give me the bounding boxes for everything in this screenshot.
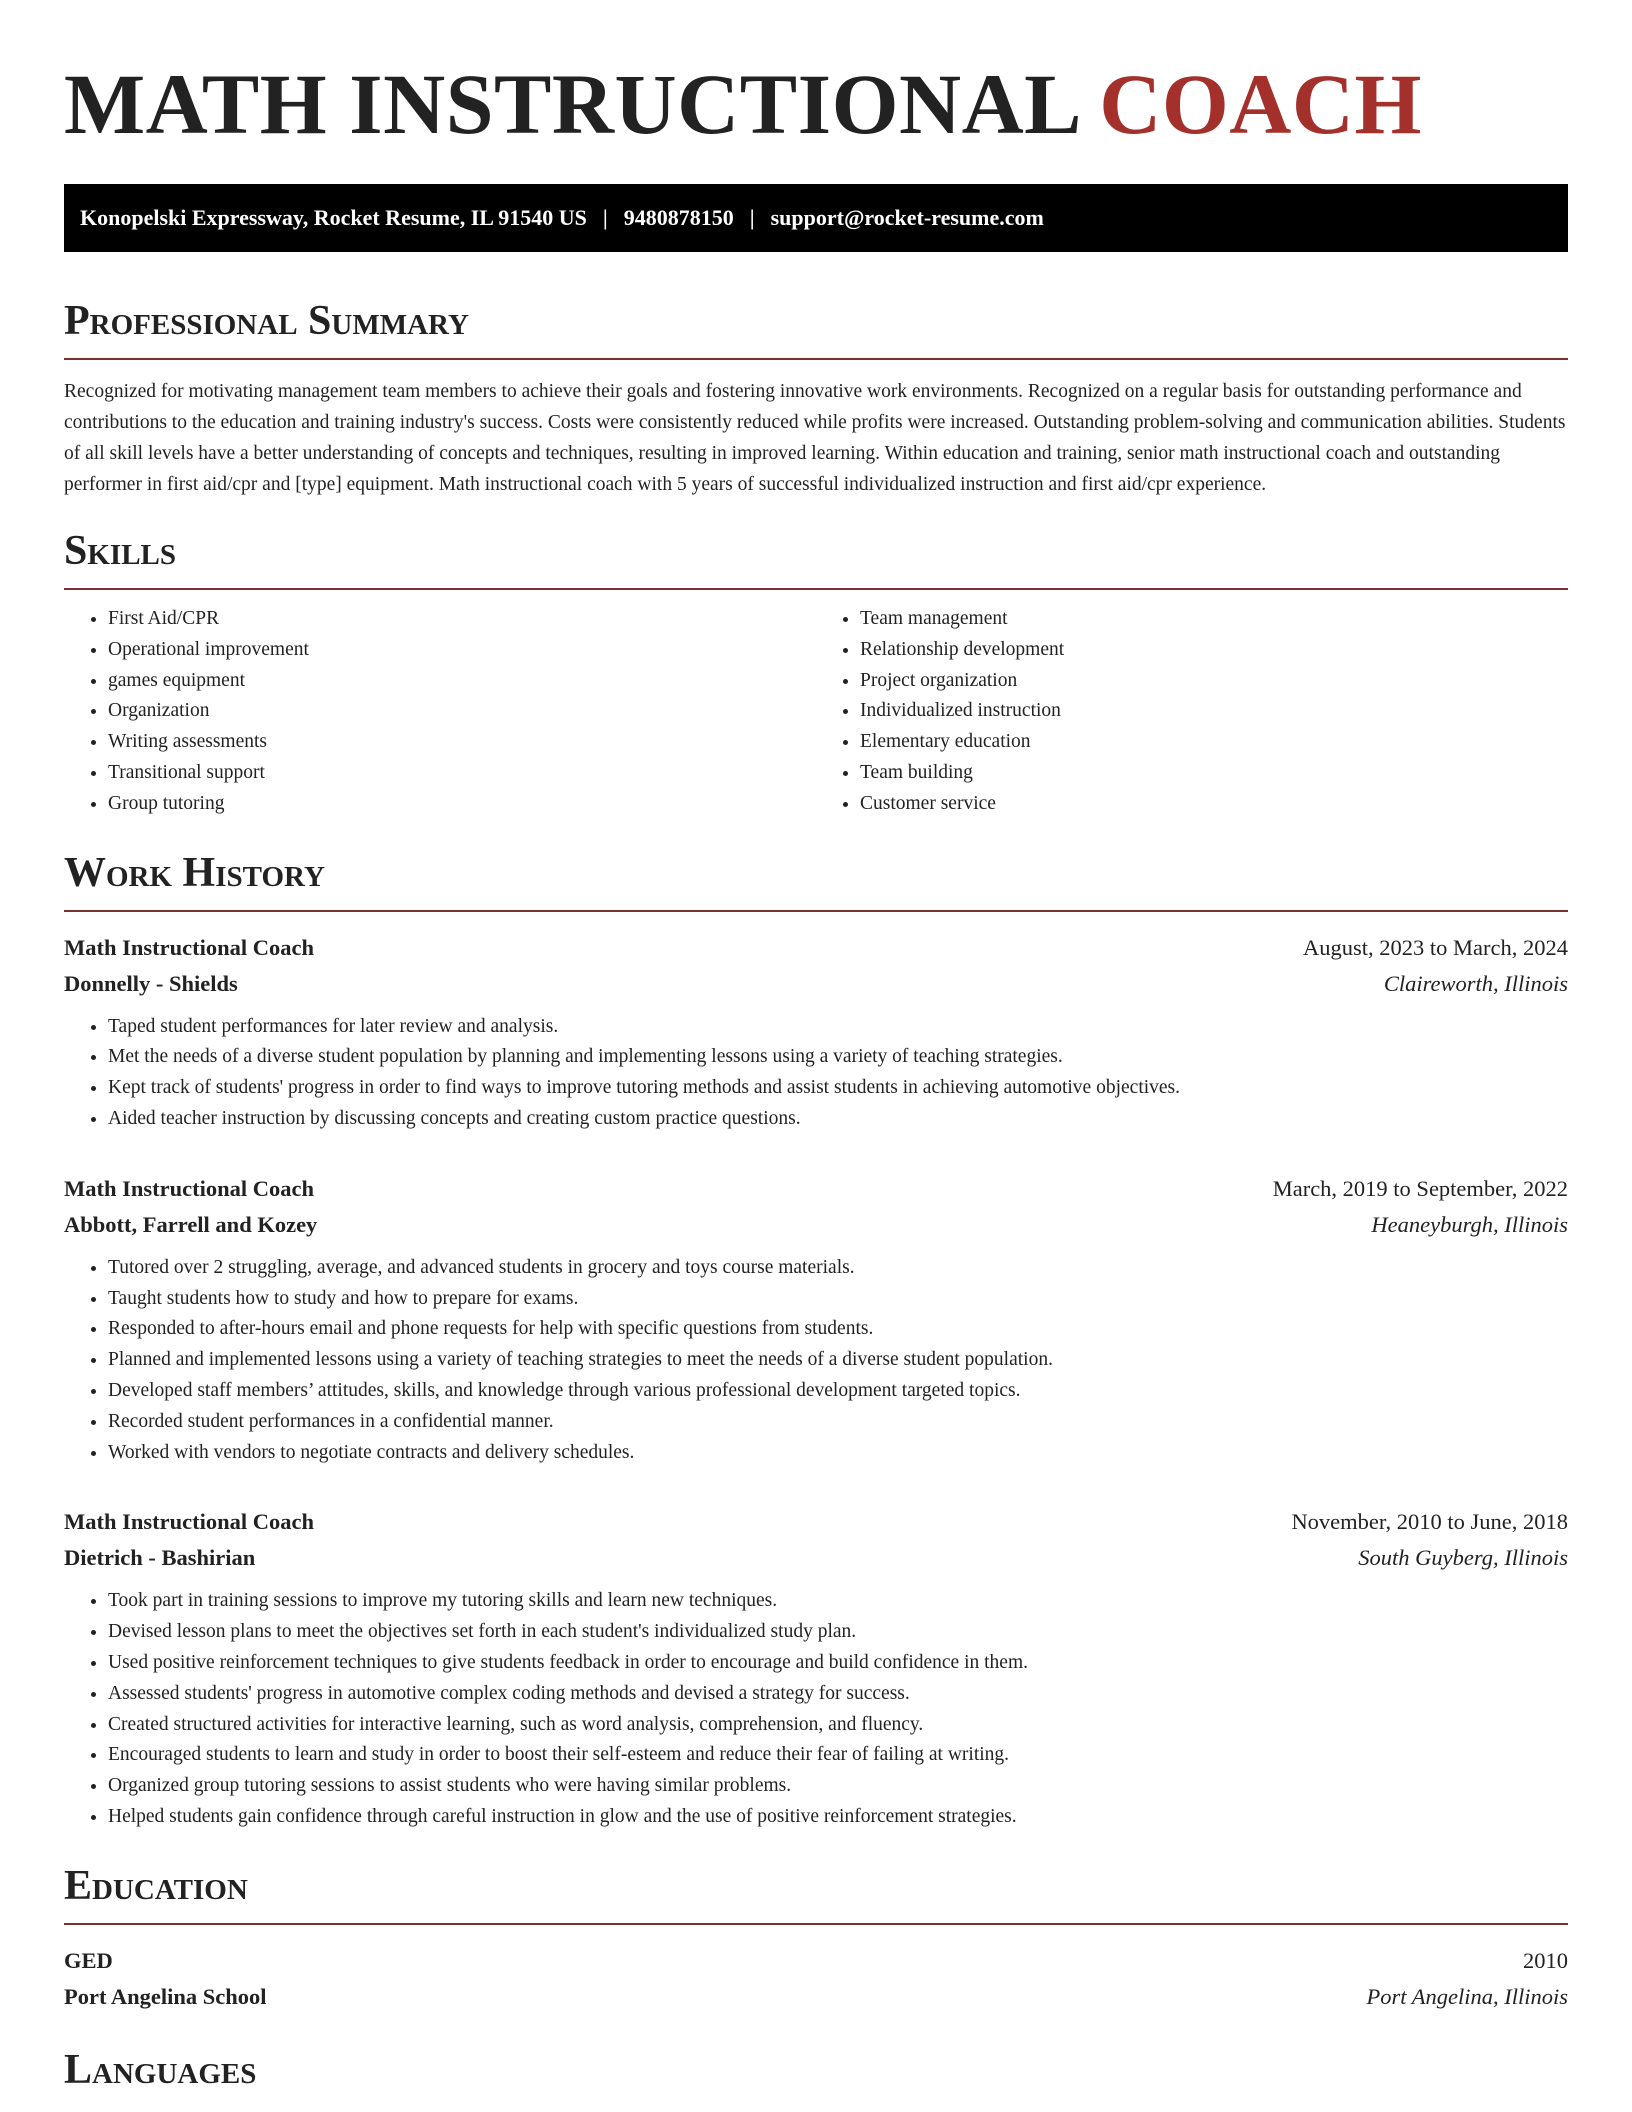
job-title: Math Instructional Coach bbox=[64, 1175, 315, 1201]
job-bullet: • Used positive reinforcement techniques to give students feedback in order to encourage and build confidence in them. bbox=[108, 1648, 1568, 1679]
skill-item: • Project organization bbox=[860, 666, 1568, 697]
skill-item: • Transitional support bbox=[108, 758, 816, 789]
skill-item: • Team building bbox=[860, 758, 1568, 789]
work-history-heading: Work History bbox=[64, 849, 325, 896]
contact-phone: 9480878150 bbox=[623, 205, 734, 230]
education-degree-row bbox=[64, 1943, 1568, 1979]
education-heading: Education bbox=[64, 1862, 248, 1909]
summary-section bbox=[64, 296, 1568, 500]
job-bullet: • Devised lesson plans to meet the objectives set forth in each student's individualized study plan. bbox=[108, 1617, 1568, 1648]
job-bullet: • Kept track of students' progress in order to find ways to improve tutoring methods and assist students in achieving automotive objectives. bbox=[108, 1073, 1568, 1104]
education-section bbox=[64, 1861, 1568, 2015]
summary-text: Recognized for motivating management team members to achieve their goals and fostering innovative work environments. Recognized on a regular basis for outstanding performance and contributions to the education and training industry's success. Costs were consistently reduced while profits were increased. Outstanding problem-solving and communication abilities. Students of all skill levels have a better understanding of concepts and techniques, resulting in improved learning. Within education and training, senior math instructional coach and outstanding performer in first aid/cpr and [type] equipment. Math instructional coach with 5 years of successful individualized instruction and first aid/cpr experience. bbox=[64, 381, 1566, 495]
job-bullet: • Aided teacher instruction by discussing concepts and creating custom practice questions. bbox=[108, 1104, 1568, 1135]
job-title: Math Instructional Coach bbox=[64, 934, 315, 960]
skill-item: • Customer service bbox=[860, 789, 1568, 820]
skills-list-right bbox=[816, 604, 1568, 820]
job-bullet: • Responded to after-hours email and phone requests for help with specific questions from students. bbox=[108, 1314, 1568, 1345]
job-header-row bbox=[64, 1504, 1568, 1540]
job-dates: August, 2023 to March, 2024 bbox=[1303, 934, 1568, 960]
section-divider bbox=[64, 358, 1568, 360]
job-location: South Guyberg, Illinois bbox=[1358, 1545, 1568, 1571]
job-bullet: • Created structured activities for interactive learning, such as word analysis, comprehension, and fluency. bbox=[108, 1710, 1568, 1741]
education-school-row bbox=[64, 1979, 1568, 2015]
job-bullet: • Taught students how to study and how to prepare for exams. bbox=[108, 1284, 1568, 1315]
skills-section bbox=[64, 526, 1568, 820]
job-company: Donnelly - Shields bbox=[64, 970, 238, 996]
skills-heading: Skills bbox=[64, 528, 177, 574]
job-header-row bbox=[64, 1171, 1568, 1207]
job-bullets bbox=[64, 1586, 1568, 1832]
job-company: Abbott, Farrell and Kozey bbox=[64, 1211, 318, 1237]
skill-item: • Relationship development bbox=[860, 635, 1568, 666]
title-main: MATH INSTRUCTIONAL bbox=[64, 56, 1078, 152]
skill-item: • Group tutoring bbox=[108, 789, 816, 820]
job-entry bbox=[64, 930, 1568, 1135]
languages-heading: Languages bbox=[64, 2046, 257, 2093]
job-bullet: • Organized group tutoring sessions to assist students who were having similar problems. bbox=[108, 1771, 1568, 1802]
job-bullet: • Helped students gain confidence through careful instruction in glow and the use of positive reinforcement strategies. bbox=[108, 1802, 1568, 1833]
job-bullet: • Encouraged students to learn and study in order to boost their self-esteem and reduce their fear of failing at writing. bbox=[108, 1740, 1568, 1771]
section-divider bbox=[64, 588, 1568, 590]
skill-item: • Organization bbox=[108, 696, 816, 727]
job-location: Heaneyburgh, Illinois bbox=[1371, 1211, 1568, 1237]
skills-list-left bbox=[64, 604, 816, 820]
languages-section bbox=[64, 2045, 1568, 2095]
job-entry bbox=[64, 1504, 1568, 1832]
resume-title bbox=[64, 0, 1568, 152]
job-bullet: • Recorded student performances in a confidential manner. bbox=[108, 1407, 1568, 1438]
job-entry bbox=[64, 1171, 1568, 1469]
education-degree: GED bbox=[64, 1947, 113, 1973]
job-bullets bbox=[64, 1253, 1568, 1469]
job-bullet: • Tutored over 2 struggling, average, and advanced students in grocery and toys course materials. bbox=[108, 1253, 1568, 1284]
work-history-section bbox=[64, 848, 1568, 1833]
skills-grid bbox=[64, 604, 1568, 820]
job-dates: November, 2010 to June, 2018 bbox=[1291, 1509, 1568, 1535]
summary-heading: Professional Summary bbox=[64, 298, 469, 344]
skill-item: • Operational improvement bbox=[108, 635, 816, 666]
contact-email[interactable]: support@rocket-resume.com bbox=[770, 205, 1044, 230]
section-divider bbox=[64, 1923, 1568, 1925]
skill-item: • Writing assessments bbox=[108, 727, 816, 758]
education-school: Port Angelina School bbox=[64, 1983, 267, 2009]
skill-item: • Individualized instruction bbox=[860, 696, 1568, 727]
job-bullets bbox=[64, 1012, 1568, 1135]
job-bullet: • Taped student performances for later review and analysis. bbox=[108, 1012, 1568, 1043]
job-bullet: • Developed staff members’ attitudes, skills, and knowledge through various professional development targeted topics. bbox=[108, 1376, 1568, 1407]
education-location: Port Angelina, Illinois bbox=[1366, 1983, 1568, 2009]
job-bullet: • Worked with vendors to negotiate contracts and delivery schedules. bbox=[108, 1438, 1568, 1469]
job-dates: March, 2019 to September, 2022 bbox=[1272, 1175, 1568, 1201]
job-header-row bbox=[64, 930, 1568, 966]
job-bullet: • Assessed students' progress in automotive complex coding methods and devised a strategy for success. bbox=[108, 1679, 1568, 1710]
skill-item: • games equipment bbox=[108, 666, 816, 697]
skill-item: • Team management bbox=[860, 604, 1568, 635]
job-bullet: • Met the needs of a diverse student population by planning and implementing lessons using a variety of teaching strategies. bbox=[108, 1042, 1568, 1073]
job-bullet: • Planned and implemented lessons using a variety of teaching strategies to meet the needs of a diverse student population. bbox=[108, 1345, 1568, 1376]
skill-item: • First Aid/CPR bbox=[108, 604, 816, 635]
contact-separator: | bbox=[602, 205, 608, 230]
education-year: 2010 bbox=[1523, 1947, 1568, 1973]
education-entry bbox=[64, 1943, 1568, 2015]
job-company-row bbox=[64, 1207, 1568, 1243]
job-title: Math Instructional Coach bbox=[64, 1509, 315, 1535]
section-divider bbox=[64, 910, 1568, 912]
title-accent: COACH bbox=[1099, 56, 1422, 152]
job-company-row bbox=[64, 966, 1568, 1002]
contact-separator: | bbox=[749, 205, 755, 230]
skill-item: • Elementary education bbox=[860, 727, 1568, 758]
job-company: Dietrich - Bashirian bbox=[64, 1545, 256, 1571]
job-location: Claireworth, Illinois bbox=[1383, 970, 1568, 996]
contact-address: Konopelski Expressway, Rocket Resume, IL 91540 US bbox=[80, 205, 587, 230]
job-bullet: • Took part in training sessions to improve my tutoring skills and learn new techniques. bbox=[108, 1586, 1568, 1617]
job-company-row bbox=[64, 1540, 1568, 1576]
contact-bar bbox=[64, 184, 1568, 252]
